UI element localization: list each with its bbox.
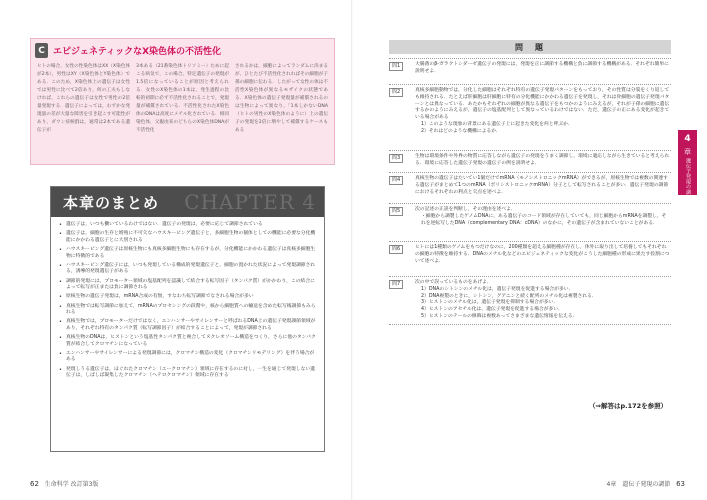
question-block — [389, 203, 671, 227]
chapter-summary-box — [50, 186, 325, 452]
right-page — [353, 0, 707, 500]
summary-item: • エンハンサーやサイレンサーによる発現調節には，クロマチン構造の変化（クロマチンリモデリング）を伴う場合がある — [59, 350, 315, 363]
summary-item: • 原核生物の遺伝子発現は，mRNA合成の有無，すなわち転写調節でなされる場合が多い — [59, 294, 254, 301]
column-title: エピジェネティックなX染色体の不活性化 — [53, 47, 222, 57]
question-block — [389, 150, 671, 168]
question-label: 問4 — [389, 176, 403, 185]
question-option: 2）それはどのような機構によるか． — [421, 128, 501, 134]
bullet-icon: • — [59, 294, 62, 301]
bullet-icon: • — [59, 246, 62, 253]
question-label: 問7 — [389, 280, 403, 289]
book-title: 生命科学 改訂第3版 — [44, 481, 99, 488]
question-text: 大腸菌のβ-ガラクトシダーゼ遺伝子の発現には，発現を正に調節する機構と負に調節する機構がある．それぞれ簡単に説明せよ． — [415, 62, 669, 74]
question-text: ヒトには1種類のゲノムをもつだけなのに，200種類を超える細胞種が存在し，体外に取り出して培養してもそれぞれの細胞の特徴を維持する．DNAのメチル化などのエピジェネティックな変化がこうした細胞種の形成に果たす役割について述べよ． — [415, 245, 670, 264]
question-label: 問6 — [389, 245, 403, 254]
bullet-icon: • — [59, 366, 62, 373]
right-folio — [607, 479, 685, 488]
chapter-watermark: CHAPTER 4 — [184, 190, 316, 214]
summary-header — [51, 187, 324, 217]
column-text-1: ヒトの場合，女性の性染色体はXX（X染色体が2本），男性はXY（X染色体とY染色体）である．このため，X染色体上の遺伝子は女性では男性に比べて2倍あり，何の工夫もしなければ，これらの遺伝子は女性で男性の2倍量発現する．遺伝子によっては，わずかな発現量の差が大量な障害を引き起こす可能性があり，ダウン症候群は，通常は2本である遺伝子が — [37, 64, 130, 133]
problems-header — [389, 40, 671, 54]
side-tab-title: 遺伝子発現の調節 — [666, 158, 691, 195]
summary-list — [59, 222, 316, 380]
summary-item: • 真核生物では転写調節に加えて，mRNAのプロセシングの段階や，核から細胞質への輸送を含めた転写後調節もみられる — [59, 303, 316, 316]
question-option: 4）ヒストンのアセチル化は，遺伝子発現を促進する場合が多い． — [421, 307, 563, 313]
question-text: 次の記述の正誤を判断し，その理由を述べよ． — [415, 207, 516, 212]
question-block — [389, 276, 671, 325]
summary-title: 本章のまとめ — [63, 194, 160, 212]
question-label: 問5 — [389, 207, 403, 216]
question-option: 1）DNAのシトシンのメチル化は，遺伝子発現を促進する場合が多い． — [421, 286, 574, 292]
bullet-icon: • — [59, 335, 62, 342]
bullet-icon: • — [59, 231, 62, 238]
left-page — [0, 0, 353, 500]
question-option: 1）このような現象の背景にある遺伝子上に起きた変化を何と呼ぶか． — [421, 121, 573, 127]
summary-item: • ハウスキーピング遺伝子には，いつも発現している構成的発現遺伝子と，細胞の置かれた状況によって発現調節される，誘導的発現遺伝子がある — [59, 262, 316, 275]
chapter-side-tab — [666, 130, 697, 195]
bullet-icon: • — [59, 303, 62, 310]
bullet-icon: • — [59, 262, 62, 269]
bullet-icon: • — [59, 319, 62, 326]
answer-reference: （⇒解答はp.172を参照） — [589, 402, 668, 410]
question-option: ・細胞から調製したゲノムDNAに，ある遺伝子のコード領域が存在していても，同じ細胞からmRNAを調製し，それを逆転写したDNA（complementary DNA：cDNA）のなかに，その遺伝子が含まれていないことがある． — [421, 213, 667, 226]
page-number-left: 62 — [30, 480, 39, 488]
question-text: 次の中で誤っているものをあげよ． — [415, 280, 492, 285]
column-text-3: されるかは，細胞によってランダムに決まるが，ひとたび不活性化されればその細胞が子孫の細胞に伝わる．したがって女性の体は不活性X染色体が異なるモザイクの状態である．X染色体の遺伝子発現量が補償されるのは生物によって異なり，「1本しかないDNA（ヒトの男性のX染色体のように）上の遺伝子の発現を2倍に増やして補償するケースもある — [235, 64, 328, 133]
question-label: 問3 — [389, 154, 403, 163]
column-box — [30, 38, 335, 165]
summary-item: • 真核生物のDNAは，ヒストンという塩基性タンパク質と複合してヌクレオソーム構造をつくり，さらに他のタンパク質が結合してクロマチンになっている — [59, 335, 316, 347]
question-text: 生物は環境条件や外界の物質に応答しながら遺伝子の発現をうまく調節し，環境に適応しながら生きていると考えられる．環境に応答した遺伝子発現の遺伝子の例を説明せよ． — [415, 154, 670, 166]
side-tab-number: 4 — [684, 134, 691, 144]
question-option: 5）ヒストンのテールの修飾は複数あってさまざまな遺伝情報を伝える． — [421, 313, 578, 319]
question-block — [389, 58, 671, 76]
running-head: 4章 遺伝子発現の調節 — [606, 481, 671, 488]
question-option: 2）DNA複製のときに，シトシン，グアニンと続く配列のメチル化は複製される． — [421, 293, 597, 299]
question-block — [389, 84, 671, 136]
summary-item: • 遺伝子は，いつも働いているわけではない．遺伝子の発現は，必要に応じて調節されている — [59, 222, 263, 228]
question-label: 問2 — [389, 88, 403, 97]
question-label: 問1 — [389, 62, 403, 71]
bullet-icon: • — [59, 222, 62, 228]
page-number-right: 63 — [676, 480, 685, 488]
column-header — [35, 43, 221, 58]
question-block — [389, 172, 671, 196]
summary-item: • 遺伝子は，細胞の生存と増殖に不可欠なハウスキーピング遺伝子と，多細胞生物の個体としての機能に必要な分化機能にかかわる遺伝子とに大別される — [59, 231, 316, 243]
summary-item: • ハウスキーピング遺伝子は原核生物にも真核多細胞生物にも存在するが，分化機能にかかわる遺伝子は真核多細胞生物に特徴的である — [59, 246, 316, 259]
problems-title: 問 題 — [515, 42, 545, 52]
column-badge: C — [35, 43, 48, 58]
left-folio — [30, 479, 98, 488]
side-tab-chapter: 章 — [684, 148, 691, 156]
column-body — [37, 63, 328, 158]
bullet-icon: • — [59, 350, 62, 357]
question-text: 真核生物の遺伝子はたいてい1個だけでmRNA（モノシストロニックmRNA）ができるが，原核生物では複数の関連する遺伝子がまとめて1つのmRNA（ポリシストロニックmRNA）分子として転写されることが多い．遺伝子発現の調節におけるそれぞれの利点と欠点を述べよ． — [415, 176, 669, 195]
summary-item: • 調節的発現には，プロモーター領域の塩基配列を認識して結合する転写因子（タンパク質）がかかわり，この結合によって転写が正または負に調節される — [59, 278, 315, 291]
summary-item: • 発現しうる遺伝子は，ほぐれたクロマチン（ユークロマチン）領域に存在するのに対し，一生を通じて発現しない遺伝子は，しばしば凝集したクロマチン（ヘテロクロマチン）領域に存在する — [59, 366, 315, 379]
question-text: 真核多細胞動物では，分化した細胞はそれぞれ特有の遺伝子発現パターンをもっており，その性質は分裂をくり返しても維持される．たとえば肝細胞は肝細胞に特有の分化機能にかかわる遺伝子を発現し，それは骨細胞の遺伝子発現パターンとは異なっている．あたかもそれぞれの細胞が異なる遺伝子をもつかのようにみえるが，それが子孫の細胞に遺伝するかのようにみえるが，遺伝子の塩基配列として異なっているわけではない．ただ，遺伝子の正にある変化が起きている場合がある — [415, 88, 670, 121]
column-text-2: 3本ある（21番染色体トリソミー）ために起こる病気で，この場合，特定遺伝子の発現が1.5倍になっていることが原因と考えられる．女性のX染色体の1本は，発生過程の比較的初期に必ず不活性化されることで，発現量が補償されている．不活性化されたX染色体のDNAは高度にメチル化されている．相同染色体，父親由来のどちらのX染色体DNAが不活性化 — [136, 64, 229, 133]
question-block — [389, 241, 671, 265]
bullet-icon: • — [59, 278, 62, 285]
summary-item: • 真核生物では，プロモーターだけではなく，エンハンサーやサイレンサーと呼ばれるDNA上の遺伝子発現調節領域があり，それぞれ特有のタンパク質（転写調節因子）が結合することによって，発現が調節される — [59, 319, 316, 331]
question-option: 3）ヒストンのメチル化は，遺伝子発現を抑制する場合が多い． — [421, 300, 559, 306]
